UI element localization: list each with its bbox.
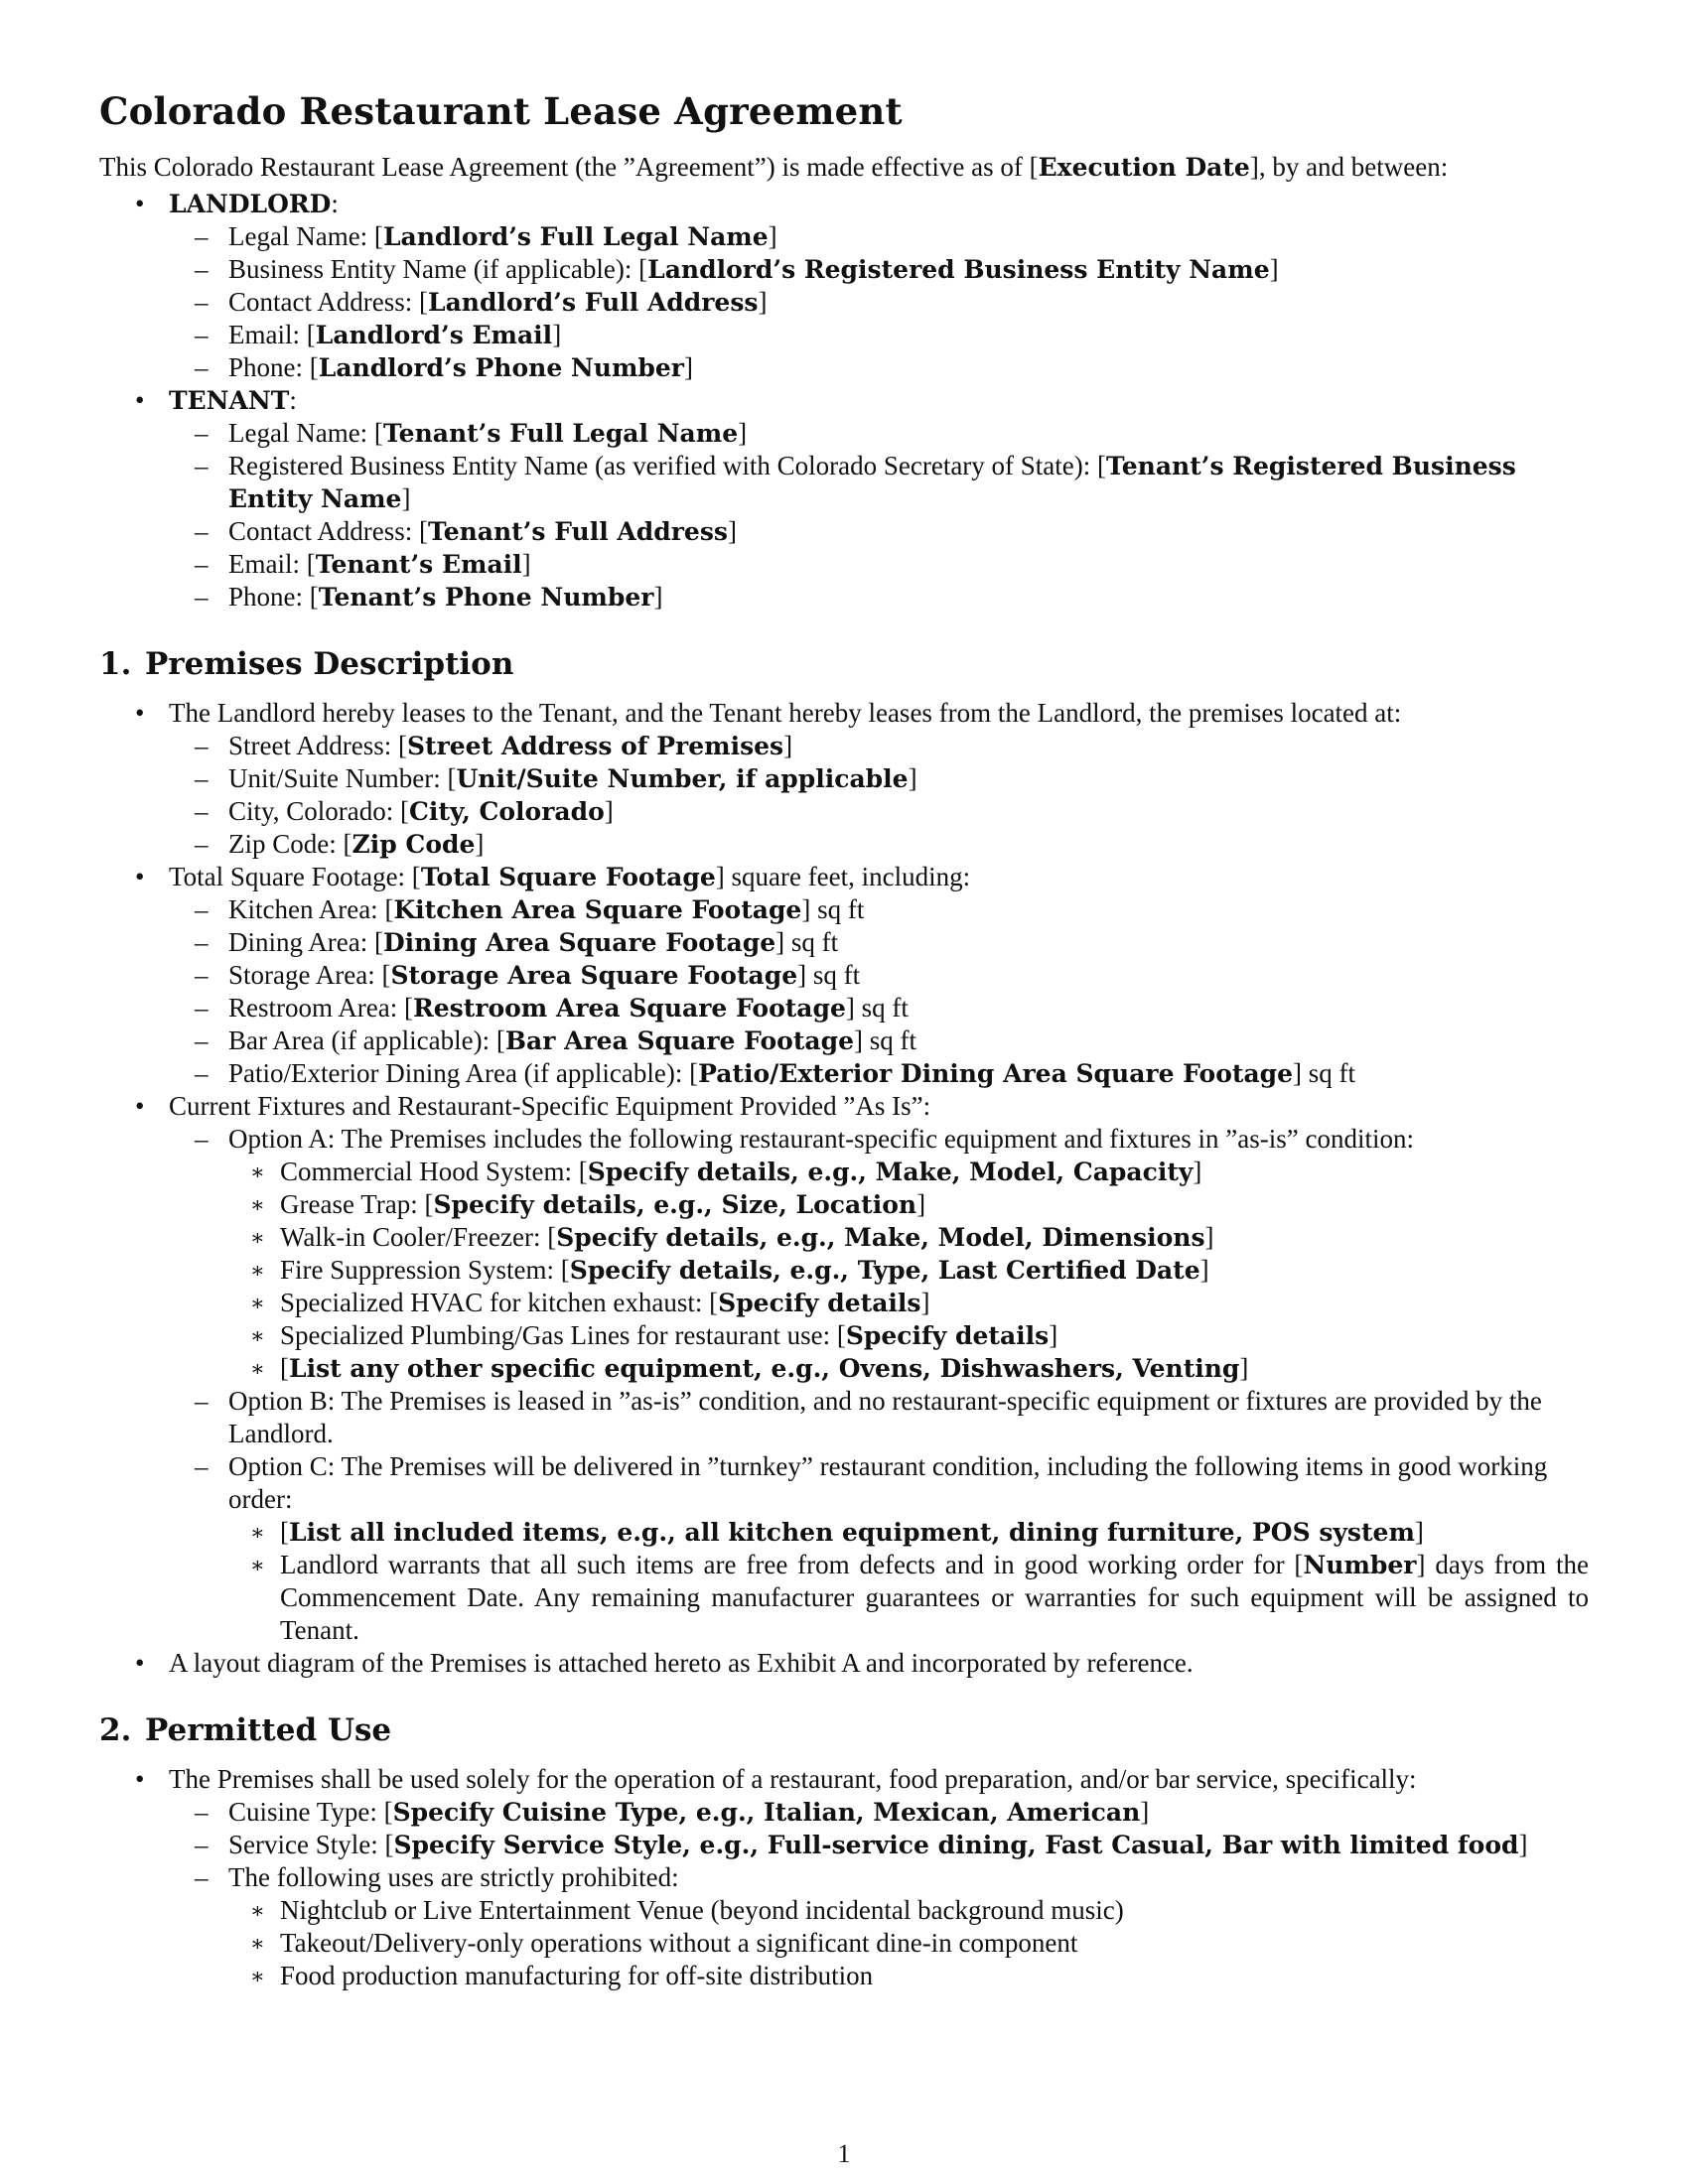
list-item: – Unit/Suite Number: [Unit/Suite Number, if applicable] <box>195 763 917 793</box>
option-a: – Option A: The Premises includes the following restaurant-specific equipment and fixtures in ”as-is” condition: ∗ Commercial Hood System: [Specify details, e.g., Make, Model, Capacity] ∗ Grease Trap: [Specify details, e.g., Size, Location] ∗ Walk-in Cooler/Freezer: [Specify details, e.g., Make, Model, Dimensions] ∗ Fire Suppression System: [Specify details, e.g., Type, Last Certified Date] ∗ Specialized HVAC for kitchen exhaust: [Specify details] ∗ Specialized Plumbing/Gas Lines for restaurant use: [Specify details] ∗ [List any other specific equipment, e.g., Ovens, Dishwashers, Venting] <box>99 1123 1589 1385</box>
section-heading-permitted-use: 2. Permitted Use <box>99 1712 392 1748</box>
list-item: – Restroom Area: [Restroom Area Square Footage] sq ft <box>195 993 909 1023</box>
list-item: • A layout diagram of the Premises is attached hereto as Exhibit A and incorporated by reference. <box>135 1648 1194 1678</box>
landlord-details <box>169 220 1589 384</box>
tenant-item: • TENANT: – Legal Name: [Tenant’s Full Legal Name] – Registered Business Entity Name (as verified with Colorado Secretary of State): [Tenant’s Registered Business Entity Name] – Contact Address: [Tenant’s Full Address] – Email: [Tenant’s Email] – Phone: [Tenant’s Phone Number] <box>99 384 1589 614</box>
list-item: ∗ Food production manufacturing for off-site distribution <box>250 1961 874 1990</box>
list-item: – Service Style: [Specify Service Style, e.g., Full-service dining, Fast Casual, Bar with limited food] <box>195 1830 1528 1859</box>
list-item: ∗ [List any other specific equipment, e.g., Ovens, Dishwashers, Venting] <box>250 1353 1249 1383</box>
list-item: – Contact Address: [Tenant’s Full Address] <box>195 516 737 546</box>
list-item: ∗ Walk-in Cooler/Freezer: [Specify details, e.g., Make, Model, Dimensions] <box>250 1222 1214 1252</box>
list-item: – Business Entity Name (if applicable): [Landlord’s Registered Business Entity Name] <box>195 254 1279 284</box>
list-item: – Registered Business Entity Name (as verified with Colorado Secretary of State): [Tenant’s Registered Business Entity Name] <box>195 451 1516 513</box>
option-c: – Option C: The Premises will be delivered in ”turnkey” restaurant condition, including the following items in good working order: ∗ [List all included items, e.g., all kitchen equipment, dining furniture, POS system] ∗ Landlord warrants that all such items are free from defects and in good working order for [Number] days from the Commencement Date. Any remaining manufacturer guarantees or warranties for such equipment will be assigned to Tenant. <box>99 1450 1589 1647</box>
list-item: – Zip Code: [Zip Code] <box>195 829 485 859</box>
list-item: – Phone: [Landlord’s Phone Number] <box>195 352 693 382</box>
list-item: • The Premises shall be used solely for the operation of a restaurant, food preparation, and/or bar service, specifically: – Cuisine Type: [Specify Cuisine Type, e.g., Italian, Mexican, American] – Service Style: [Specify Service Style, e.g., Full-service dining, Fast Casual, Bar with limited food] – The following uses are strictly prohibited: ∗ Nightclub or Live Entertainment Venue (beyond incidental background music) ∗ Takeout/Delivery-only operations without a significant dine-in component ∗ Food production manufacturing for off-site distribution <box>99 1763 1589 1992</box>
page-number: 1 <box>837 2139 851 2168</box>
list-item: ∗ Fire Suppression System: [Specify details, e.g., Type, Last Certified Date] <box>250 1255 1209 1285</box>
option-a-items <box>228 1156 1589 1385</box>
list-item: – Patio/Exterior Dining Area (if applicable): [Patio/Exterior Dining Area Square Footage] sq ft <box>195 1058 1356 1088</box>
tenant-details <box>169 417 1589 614</box>
list-item: ∗ Specialized Plumbing/Gas Lines for restaurant use: [Specify details] <box>250 1320 1058 1350</box>
list-item: • The Landlord hereby leases to the Tenant, and the Tenant hereby leases from the Landlord, the premises located at: – Street Address: [Street Address of Premises] – Unit/Suite Number: [Unit/Suite Number, if applicable] – City, Colorado: [City, Colorado] – Zip Code: [Zip Code] <box>99 697 1589 861</box>
list-item: • Total Square Footage: [Total Square Footage] square feet, including: – Kitchen Area: [Kitchen Area Square Footage] sq ft – Dining Area: [Dining Area Square Footage] sq ft – Storage Area: [Storage Area Square Footage] sq ft – Restroom Area: [Restroom Area Square Footage] sq ft – Bar Area (if applicable): [Bar Area Square Footage] sq ft – Patio/Exterior Dining Area (if applicable): [Patio/Exterior Dining Area Square Footage] sq ft <box>99 861 1589 1090</box>
list-item: ∗ Nightclub or Live Entertainment Venue (beyond incidental background music) <box>250 1895 1124 1925</box>
intro-text-end: ], by and between: <box>1249 152 1449 182</box>
document-page <box>99 87 1589 1992</box>
list-item: – Bar Area (if applicable): [Bar Area Square Footage] sq ft <box>195 1025 916 1055</box>
document-title: Colorado Restaurant Lease Agreement <box>99 89 903 133</box>
prohibited-uses <box>228 1894 1589 1992</box>
list-item: – Cuisine Type: [Specify Cuisine Type, e.g., Italian, Mexican, American] <box>195 1797 1150 1827</box>
list-item: ∗ Grease Trap: [Specify details, e.g., Size, Location] <box>250 1189 926 1219</box>
list-item: – The following uses are strictly prohibited: ∗ Nightclub or Live Entertainment Venue (beyond incidental background music) ∗ Takeout/Delivery-only operations without a significant dine-in component ∗ Food production manufacturing for off-site distribution <box>99 1861 1589 1992</box>
landlord-heading: LANDLORD <box>169 190 332 218</box>
list-item: – Contact Address: [Landlord’s Full Address] <box>195 287 768 317</box>
landlord-item: • LANDLORD: – Legal Name: [Landlord’s Full Legal Name] – Business Entity Name (if applicable): [Landlord’s Registered Business Entity Name] – Contact Address: [Landlord’s Full Address] – Email: [Landlord’s Email] – Phone: [Landlord’s Phone Number] <box>99 188 1589 384</box>
use-details <box>169 1796 1589 1992</box>
list-item: – Storage Area: [Storage Area Square Footage] sq ft <box>195 960 861 990</box>
premises-list <box>99 697 1589 1680</box>
list-item: – Kitchen Area: [Kitchen Area Square Footage] sq ft <box>195 894 865 924</box>
list-item: – Street Address: [Street Address of Premises] <box>195 731 793 760</box>
option-c-items <box>228 1516 1589 1647</box>
list-item: – Legal Name: [Landlord’s Full Legal Name] <box>195 221 777 251</box>
option-b: – Option B: The Premises is leased in ”as-is” condition, and no restaurant-specific equipment or fixtures are provided by the Landlord. <box>195 1386 1542 1448</box>
list-item: – Email: [Tenant’s Email] <box>195 549 531 579</box>
section-heading-premises: 1. Premises Description <box>99 646 514 682</box>
list-item: ∗ Commercial Hood System: [Specify details, e.g., Make, Model, Capacity] <box>250 1157 1202 1186</box>
area-list <box>169 893 1589 1090</box>
list-item: ∗ Takeout/Delivery-only operations without a significant dine-in component <box>250 1928 1078 1958</box>
list-item: – City, Colorado: [City, Colorado] <box>195 796 614 826</box>
list-item: ∗ [List all included items, e.g., all kitchen equipment, dining furniture, POS system] <box>250 1517 1424 1547</box>
list-item: – Email: [Landlord’s Email] <box>195 320 562 349</box>
execution-date-placeholder: Execution Date <box>1038 153 1250 182</box>
list-item: – Dining Area: [Dining Area Square Footage] sq ft <box>195 927 839 957</box>
tenant-heading: TENANT <box>169 386 290 415</box>
parties-list <box>99 188 1589 614</box>
intro-text: This Colorado Restaurant Lease Agreement (the ”Agreement”) is made effective as of [ <box>99 152 1039 182</box>
list-item: • Current Fixtures and Restaurant-Specific Equipment Provided ”As Is”: – Option A: The Premises includes the following restaurant-specific equipment and fixtures in ”as-is” condition: ∗ Commercial Hood System: [Specify details, e.g., Make, Model, Capacity] ∗ Grease Trap: [Specify details, e.g., Size, Location] ∗ Walk-in Cooler/Freezer: [Specify details, e.g., Make, Model, Dimensions] ∗ Fire Suppression System: [Specify details, e.g., Type, Last Certified Date] ∗ Specialized HVAC for kitchen exhaust: [Specify details] ∗ Specialized Plumbing/Gas Lines for restaurant use: [Specify details] ∗ [List any other specific equipment, e.g., Ovens, Dishwashers, Venting] – Option B: The Premises is leased in ”as-is” condition, and no restaurant-specific equipment or fixtures are provided by the Landlord. – Option C: The Premises will be delivered in ”turnkey” restaurant condition, including the following items in good working order: ∗ [List all included items, e.g., all kitchen equipment, dining furniture, POS system] ∗ Landlord warrants that all such items are free from defects and in good working order for [Number] days from the Commencement Date. Any remaining manufacturer guarantees or warranties for such equipment will be assigned to Tenant. <box>99 1090 1589 1647</box>
list-item: ∗ Specialized HVAC for kitchen exhaust: [Specify details] <box>250 1288 930 1317</box>
fixture-options <box>169 1123 1589 1647</box>
address-list <box>169 730 1589 861</box>
intro-paragraph <box>99 151 1589 184</box>
list-item: – Phone: [Tenant’s Phone Number] <box>195 582 663 612</box>
list-item: – Legal Name: [Tenant’s Full Legal Name] <box>195 418 748 448</box>
permitted-use-list <box>99 1763 1589 1992</box>
list-item: ∗ Landlord warrants that all such items are free from defects and in good working order for [Number] days from the Commencement Date. Any remaining manufacturer guarantees or warranties for such equipment will be assigned to Tenant. <box>250 1550 1590 1645</box>
